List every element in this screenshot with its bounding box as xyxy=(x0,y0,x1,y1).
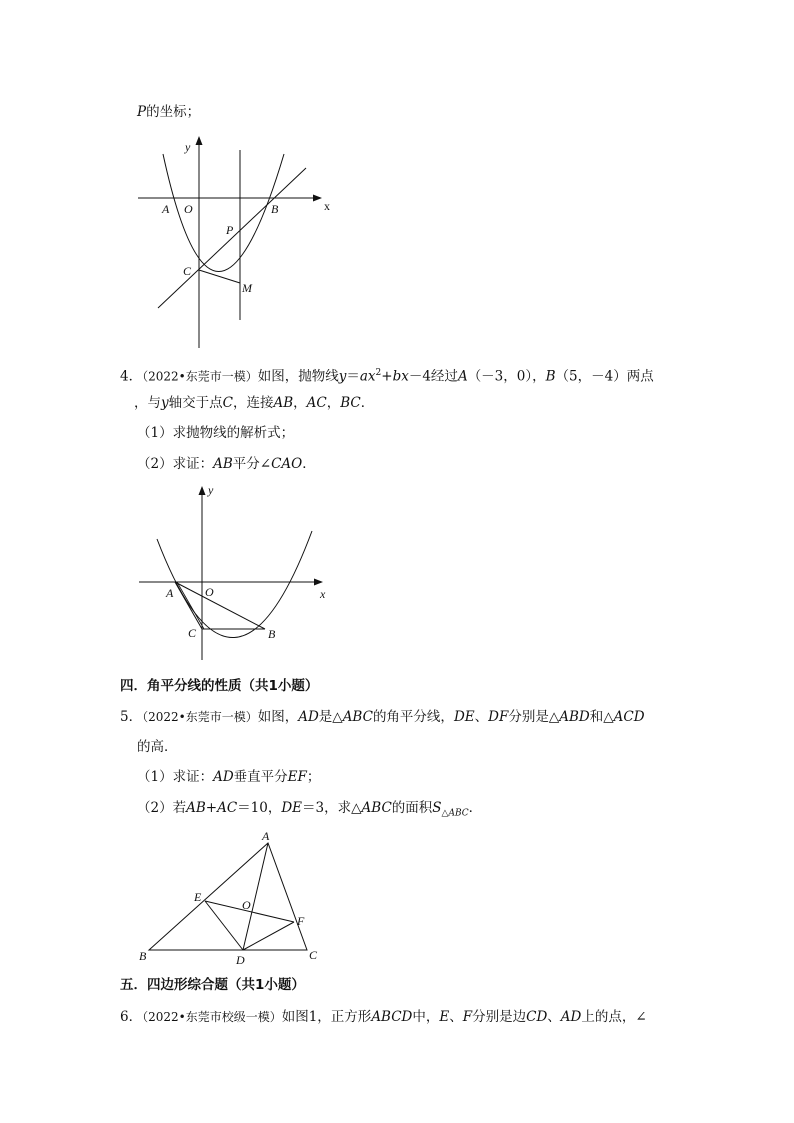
q4-l2-t1: ，与 xyxy=(134,395,161,411)
label-a: A xyxy=(162,202,170,216)
prev-line-text: 的坐标； xyxy=(146,104,201,120)
q6-t6: 上的点，∠ xyxy=(581,1009,647,1025)
q4-pt-b-coord: （5，－4）两点 xyxy=(555,368,654,385)
q4-pt-b: B xyxy=(545,368,556,385)
q4-sub2-t1: （2）求证： xyxy=(137,456,214,472)
q4-text: 如图，抛物线 xyxy=(257,368,339,385)
q5-sub2-ac: AC xyxy=(217,800,238,816)
q4-label-y: y xyxy=(208,483,214,497)
q5-t1: 如图， xyxy=(257,709,299,725)
q4-l2-t3: ，连接 xyxy=(232,395,274,411)
q4-l2-y: y xyxy=(161,395,169,411)
q5-number: 5． xyxy=(120,709,143,725)
label-c: C xyxy=(183,264,192,278)
q4-label-o: O xyxy=(205,585,214,599)
var-p: P xyxy=(137,104,147,120)
q5-label-e: E xyxy=(194,890,202,904)
q5-t2: 是△ xyxy=(318,709,343,725)
q5-sub2-t2: 的面积 xyxy=(391,800,433,816)
q4-l2-ac: AC xyxy=(306,395,327,411)
q5-sub1-t2: 垂直平分 xyxy=(233,769,288,785)
q5-sub2-end: ． xyxy=(468,800,483,816)
q6-t1: 如图1，正方形 xyxy=(281,1009,372,1025)
q5-line2: 的高． xyxy=(137,739,178,755)
q5-ad: AD xyxy=(298,709,319,725)
section-5-title: 五．四边形综合题（共1小题） xyxy=(120,977,305,993)
q5-sub2-subscript: △ABC xyxy=(441,808,469,819)
label-p: P xyxy=(226,223,234,237)
q4-sub2-t2: 平分∠ xyxy=(232,456,272,472)
q4-sub1: （1）求抛物线的解析式； xyxy=(137,425,295,441)
q5-sub2-abc: ABC xyxy=(361,800,392,816)
q4-eq-bx: bx xyxy=(392,368,409,385)
q6-ad: AD xyxy=(560,1009,582,1025)
q5-segment-df xyxy=(243,922,294,950)
q5-label-b: B xyxy=(139,949,147,963)
q6-number: 6． xyxy=(120,1009,143,1025)
q5-segment-ad xyxy=(243,843,268,950)
q6-line1 xyxy=(120,1008,647,1026)
q4-l2-c2: ， xyxy=(326,395,341,411)
q5-t4: 、 xyxy=(474,709,489,725)
label-x: x xyxy=(324,199,330,213)
q4-label-c: C xyxy=(188,626,197,640)
q4-label-b: B xyxy=(268,627,276,641)
q5-sub2-s: S xyxy=(432,800,442,816)
q4-l2-end: ． xyxy=(360,395,375,411)
q4-l2-bc: BC xyxy=(340,395,361,411)
q4-l2-c: C xyxy=(222,395,233,411)
q6-source: （2022•东莞市校级一模） xyxy=(142,1010,282,1024)
q4-label-x: x xyxy=(320,587,326,601)
q6-t3: 、 xyxy=(449,1009,463,1025)
q4-sub2-ab: AB xyxy=(213,456,233,472)
q5-sub1-ad: AD xyxy=(213,769,234,785)
q4-eq-sup: 2 xyxy=(375,368,382,378)
q4-pt-a-coord: （－3，0）， xyxy=(467,368,546,385)
q4-number: 4． xyxy=(120,368,143,385)
q4-eq-y: y xyxy=(338,368,347,385)
q5-sub2-eq2: ＝3，求△ xyxy=(302,800,362,816)
q5-sub1-t1: （1）求证： xyxy=(137,769,214,785)
q4-sub2-end: ． xyxy=(302,456,316,472)
q4-l2-t2: 轴交于点 xyxy=(168,395,223,411)
label-o: O xyxy=(184,202,193,216)
q6-abcd: ABCD xyxy=(371,1009,413,1025)
q6-f: F xyxy=(462,1009,473,1025)
q6-cd: CD xyxy=(526,1009,548,1025)
q5-t5: 分别是△ xyxy=(508,709,560,725)
q4-eq-eq: ＝ xyxy=(346,368,360,385)
label-m: M xyxy=(242,281,252,295)
label-y: y xyxy=(185,140,191,154)
q5-df: DF xyxy=(488,709,509,725)
q6-e: E xyxy=(439,1009,450,1025)
q5-acd: ACD xyxy=(613,709,645,725)
q6-t5: 、 xyxy=(547,1009,561,1025)
q5-t6: 和△ xyxy=(589,709,614,725)
q6-t4: 分别是边 xyxy=(472,1009,527,1025)
q4-l2-ab: AB xyxy=(273,395,294,411)
q5-triangle-abc xyxy=(149,843,307,950)
q5-sub2-t1: （2）若 xyxy=(137,800,187,816)
q5-sub1-end: ； xyxy=(306,769,321,785)
q6-t2: 中， xyxy=(412,1009,440,1025)
q5-de: DE xyxy=(453,709,475,725)
q4-label-a: A xyxy=(166,586,174,600)
q5-sub2-ab: AB xyxy=(186,800,206,816)
q5-abc: ABC xyxy=(342,709,373,725)
q5-sub1-ef: EF xyxy=(287,769,307,785)
q4-sub2-cao: CAO xyxy=(271,456,303,472)
q5-t3: 的角平分线， xyxy=(372,709,454,725)
q4-source: （2022•东莞市一模） xyxy=(142,369,258,384)
q5-sub2-de: DE xyxy=(281,800,303,816)
q5-label-a: A xyxy=(262,829,270,843)
q5-label-c: C xyxy=(309,948,318,962)
q4-eq-plus: + xyxy=(381,368,393,385)
q4-eq-rest: －4经过 xyxy=(408,368,458,385)
q4-eq-ax: ax xyxy=(359,368,376,385)
q5-abd: ABD xyxy=(559,709,590,725)
q5-label-o: O xyxy=(242,898,251,912)
q5-label-d: D xyxy=(236,953,245,967)
label-b: B xyxy=(271,202,279,216)
q4-l2-c1: ， xyxy=(293,395,307,411)
q4-pt-a: A xyxy=(457,368,468,385)
q5-source: （2022•东莞市一模） xyxy=(142,710,258,724)
section-4-title: 四．角平分线的性质（共1小题） xyxy=(120,678,319,694)
q5-label-f: F xyxy=(297,914,305,928)
q5-sub2-eq1: ＝10， xyxy=(237,800,282,816)
q5-sub2-plus: + xyxy=(205,800,218,816)
